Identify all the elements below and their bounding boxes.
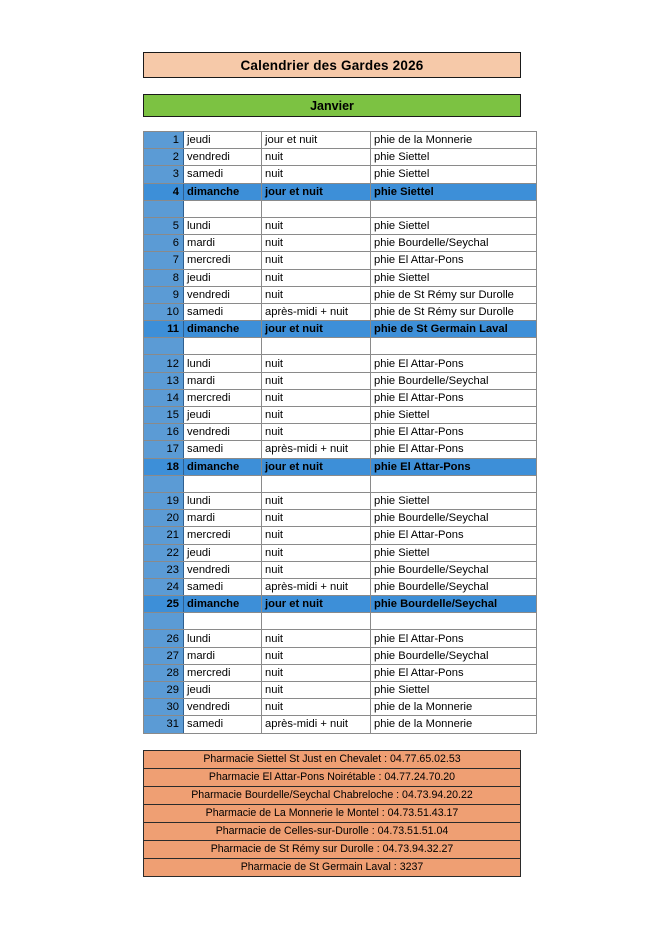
- shift-type-cell: nuit: [262, 510, 371, 527]
- contact-row: [144, 804, 521, 822]
- table-row: [144, 183, 537, 200]
- table-row: [144, 596, 537, 613]
- day-name-cell: dimanche: [184, 183, 262, 200]
- shift-type-cell: nuit: [262, 424, 371, 441]
- pharmacy-cell: phie Siettel: [371, 544, 537, 561]
- shift-type-cell: [262, 200, 371, 217]
- day-name-cell: mardi: [184, 647, 262, 664]
- pharmacy-cell: phie Bourdelle/Seychal: [371, 596, 537, 613]
- day-number-cell: 19: [144, 492, 184, 509]
- day-name-cell: mardi: [184, 235, 262, 252]
- day-number-cell: 14: [144, 389, 184, 406]
- day-number-cell: 11: [144, 321, 184, 338]
- day-name-cell: samedi: [184, 166, 262, 183]
- day-name-cell: lundi: [184, 492, 262, 509]
- pharmacy-cell: phie Siettel: [371, 166, 537, 183]
- day-number-cell: 8: [144, 269, 184, 286]
- spacer-row: [144, 475, 537, 492]
- pharmacy-cell: phie El Attar-Pons: [371, 664, 537, 681]
- day-name-cell: mercredi: [184, 527, 262, 544]
- day-number-cell: 4: [144, 183, 184, 200]
- day-name-cell: mercredi: [184, 252, 262, 269]
- shift-type-cell: après-midi + nuit: [262, 303, 371, 320]
- shift-type-cell: nuit: [262, 544, 371, 561]
- day-number-cell: 29: [144, 682, 184, 699]
- pharmacy-cell: phie Siettel: [371, 183, 537, 200]
- shift-type-cell: nuit: [262, 372, 371, 389]
- contact-row: [144, 858, 521, 876]
- shift-type-cell: nuit: [262, 647, 371, 664]
- table-row: [144, 664, 537, 681]
- pharmacy-cell: phie El Attar-Pons: [371, 630, 537, 647]
- day-name-cell: [184, 200, 262, 217]
- contact-entry: Pharmacie de St Rémy sur Durolle : 04.73.94.32.27: [144, 840, 521, 858]
- table-row: [144, 407, 537, 424]
- pharmacy-cell: [371, 475, 537, 492]
- day-number-cell: 22: [144, 544, 184, 561]
- table-row: [144, 235, 537, 252]
- pharmacy-cell: phie Bourdelle/Seychal: [371, 647, 537, 664]
- day-number-cell: [144, 475, 184, 492]
- shift-type-cell: jour et nuit: [262, 183, 371, 200]
- shift-type-cell: [262, 338, 371, 355]
- pharmacy-cell: phie Siettel: [371, 492, 537, 509]
- pharmacy-cell: phie de St Rémy sur Durolle: [371, 303, 537, 320]
- day-number-cell: 9: [144, 286, 184, 303]
- pharmacy-cell: phie El Attar-Pons: [371, 441, 537, 458]
- contact-row: [144, 840, 521, 858]
- day-number-cell: 18: [144, 458, 184, 475]
- day-name-cell: lundi: [184, 217, 262, 234]
- contact-row: [144, 822, 521, 840]
- pharmacy-cell: [371, 613, 537, 630]
- pharmacy-cell: phie Bourdelle/Seychal: [371, 578, 537, 595]
- contact-entry: Pharmacie El Attar-Pons Noirétable : 04.77.24.70.20: [144, 768, 521, 786]
- day-number-cell: 6: [144, 235, 184, 252]
- pharmacy-cell: [371, 200, 537, 217]
- contact-entry: Pharmacie Bourdelle/Seychal Chabreloche : 04.73.94.20.22: [144, 786, 521, 804]
- day-name-cell: dimanche: [184, 458, 262, 475]
- shift-type-cell: nuit: [262, 664, 371, 681]
- table-row: [144, 682, 537, 699]
- day-name-cell: samedi: [184, 441, 262, 458]
- pharmacy-cell: phie de St Germain Laval: [371, 321, 537, 338]
- day-number-cell: [144, 613, 184, 630]
- shift-type-cell: nuit: [262, 527, 371, 544]
- contact-entry: Pharmacie de La Monnerie le Montel : 04.73.51.43.17: [144, 804, 521, 822]
- day-name-cell: vendredi: [184, 424, 262, 441]
- shift-type-cell: nuit: [262, 407, 371, 424]
- day-name-cell: jeudi: [184, 544, 262, 561]
- pharmacy-cell: phie Bourdelle/Seychal: [371, 510, 537, 527]
- table-row: [144, 699, 537, 716]
- day-name-cell: jeudi: [184, 269, 262, 286]
- table-row: [144, 372, 537, 389]
- day-name-cell: lundi: [184, 630, 262, 647]
- day-number-cell: 23: [144, 561, 184, 578]
- shift-type-cell: nuit: [262, 682, 371, 699]
- day-name-cell: vendredi: [184, 699, 262, 716]
- pharmacy-cell: phie Bourdelle/Seychal: [371, 561, 537, 578]
- contact-row: [144, 786, 521, 804]
- day-number-cell: 21: [144, 527, 184, 544]
- table-row: [144, 303, 537, 320]
- shift-type-cell: nuit: [262, 269, 371, 286]
- pharmacy-cell: phie de la Monnerie: [371, 132, 537, 149]
- day-number-cell: [144, 200, 184, 217]
- table-row: [144, 527, 537, 544]
- day-name-cell: samedi: [184, 716, 262, 733]
- contact-row: [144, 768, 521, 786]
- day-number-cell: 26: [144, 630, 184, 647]
- shift-type-cell: nuit: [262, 252, 371, 269]
- contact-entry: Pharmacie de St Germain Laval : 3237: [144, 858, 521, 876]
- table-row: [144, 716, 537, 733]
- table-row: [144, 578, 537, 595]
- shift-type-cell: jour et nuit: [262, 321, 371, 338]
- guard-duty-table: [143, 131, 537, 734]
- day-name-cell: mardi: [184, 372, 262, 389]
- day-number-cell: 10: [144, 303, 184, 320]
- table-row: [144, 561, 537, 578]
- contact-row: [144, 750, 521, 768]
- day-name-cell: [184, 613, 262, 630]
- day-number-cell: 17: [144, 441, 184, 458]
- pharmacy-cell: phie El Attar-Pons: [371, 424, 537, 441]
- pharmacy-cell: phie Siettel: [371, 149, 537, 166]
- shift-type-cell: [262, 475, 371, 492]
- pharmacy-cell: phie El Attar-Pons: [371, 527, 537, 544]
- table-row: [144, 647, 537, 664]
- day-number-cell: 31: [144, 716, 184, 733]
- shift-type-cell: nuit: [262, 355, 371, 372]
- pharmacy-cell: phie Bourdelle/Seychal: [371, 235, 537, 252]
- day-number-cell: 25: [144, 596, 184, 613]
- table-row: [144, 355, 537, 372]
- table-row: [144, 544, 537, 561]
- day-name-cell: mardi: [184, 510, 262, 527]
- day-number-cell: 20: [144, 510, 184, 527]
- day-name-cell: samedi: [184, 578, 262, 595]
- day-number-cell: 27: [144, 647, 184, 664]
- day-name-cell: [184, 475, 262, 492]
- shift-type-cell: nuit: [262, 630, 371, 647]
- day-number-cell: 7: [144, 252, 184, 269]
- pharmacy-cell: phie El Attar-Pons: [371, 252, 537, 269]
- day-number-cell: 13: [144, 372, 184, 389]
- table-row: [144, 389, 537, 406]
- shift-type-cell: nuit: [262, 492, 371, 509]
- shift-type-cell: nuit: [262, 149, 371, 166]
- table-row: [144, 132, 537, 149]
- pharmacy-cell: [371, 338, 537, 355]
- contact-entry: Pharmacie Siettel St Just en Chevalet : 04.77.65.02.53: [144, 750, 521, 768]
- day-number-cell: 15: [144, 407, 184, 424]
- pharmacy-cell: phie Siettel: [371, 269, 537, 286]
- day-name-cell: vendredi: [184, 561, 262, 578]
- pharmacy-cell: phie de la Monnerie: [371, 716, 537, 733]
- day-name-cell: samedi: [184, 303, 262, 320]
- pharmacy-cell: phie de St Rémy sur Durolle: [371, 286, 537, 303]
- day-name-cell: dimanche: [184, 321, 262, 338]
- shift-type-cell: après-midi + nuit: [262, 441, 371, 458]
- table-row: [144, 630, 537, 647]
- pharmacy-cell: phie Siettel: [371, 682, 537, 699]
- pharmacy-contact-list: [143, 750, 521, 877]
- day-name-cell: vendredi: [184, 286, 262, 303]
- table-row: [144, 441, 537, 458]
- day-number-cell: 16: [144, 424, 184, 441]
- shift-type-cell: après-midi + nuit: [262, 578, 371, 595]
- day-name-cell: dimanche: [184, 596, 262, 613]
- table-row: [144, 458, 537, 475]
- table-row: [144, 217, 537, 234]
- pharmacy-cell: phie El Attar-Pons: [371, 389, 537, 406]
- day-name-cell: jeudi: [184, 132, 262, 149]
- spacer-row: [144, 200, 537, 217]
- day-number-cell: 2: [144, 149, 184, 166]
- shift-type-cell: nuit: [262, 217, 371, 234]
- day-number-cell: 30: [144, 699, 184, 716]
- shift-type-cell: jour et nuit: [262, 458, 371, 475]
- pharmacy-cell: phie Bourdelle/Seychal: [371, 372, 537, 389]
- table-row: [144, 424, 537, 441]
- day-number-cell: 28: [144, 664, 184, 681]
- shift-type-cell: [262, 613, 371, 630]
- table-row: [144, 166, 537, 183]
- day-name-cell: jeudi: [184, 407, 262, 424]
- page-title: Calendrier des Gardes 2026: [143, 52, 521, 78]
- table-row: [144, 510, 537, 527]
- contact-entry: Pharmacie de Celles-sur-Durolle : 04.73.51.51.04: [144, 822, 521, 840]
- day-name-cell: jeudi: [184, 682, 262, 699]
- day-number-cell: 12: [144, 355, 184, 372]
- pharmacy-cell: phie Siettel: [371, 217, 537, 234]
- table-row: [144, 149, 537, 166]
- shift-type-cell: nuit: [262, 389, 371, 406]
- shift-type-cell: jour et nuit: [262, 132, 371, 149]
- day-number-cell: [144, 338, 184, 355]
- day-number-cell: 5: [144, 217, 184, 234]
- day-number-cell: 24: [144, 578, 184, 595]
- table-row: [144, 321, 537, 338]
- shift-type-cell: nuit: [262, 166, 371, 183]
- shift-type-cell: nuit: [262, 561, 371, 578]
- shift-type-cell: après-midi + nuit: [262, 716, 371, 733]
- shift-type-cell: nuit: [262, 699, 371, 716]
- day-name-cell: mercredi: [184, 389, 262, 406]
- pharmacy-cell: phie de la Monnerie: [371, 699, 537, 716]
- table-row: [144, 286, 537, 303]
- day-name-cell: mercredi: [184, 664, 262, 681]
- day-name-cell: lundi: [184, 355, 262, 372]
- shift-type-cell: nuit: [262, 235, 371, 252]
- calendar-sheet: [143, 52, 521, 877]
- table-row: [144, 252, 537, 269]
- table-row: [144, 269, 537, 286]
- day-name-cell: [184, 338, 262, 355]
- day-name-cell: vendredi: [184, 149, 262, 166]
- month-header: Janvier: [143, 94, 521, 117]
- shift-type-cell: nuit: [262, 286, 371, 303]
- pharmacy-cell: phie Siettel: [371, 407, 537, 424]
- pharmacy-cell: phie El Attar-Pons: [371, 355, 537, 372]
- spacer-row: [144, 613, 537, 630]
- day-number-cell: 3: [144, 166, 184, 183]
- day-number-cell: 1: [144, 132, 184, 149]
- pharmacy-cell: phie El Attar-Pons: [371, 458, 537, 475]
- shift-type-cell: jour et nuit: [262, 596, 371, 613]
- table-row: [144, 492, 537, 509]
- spacer-row: [144, 338, 537, 355]
